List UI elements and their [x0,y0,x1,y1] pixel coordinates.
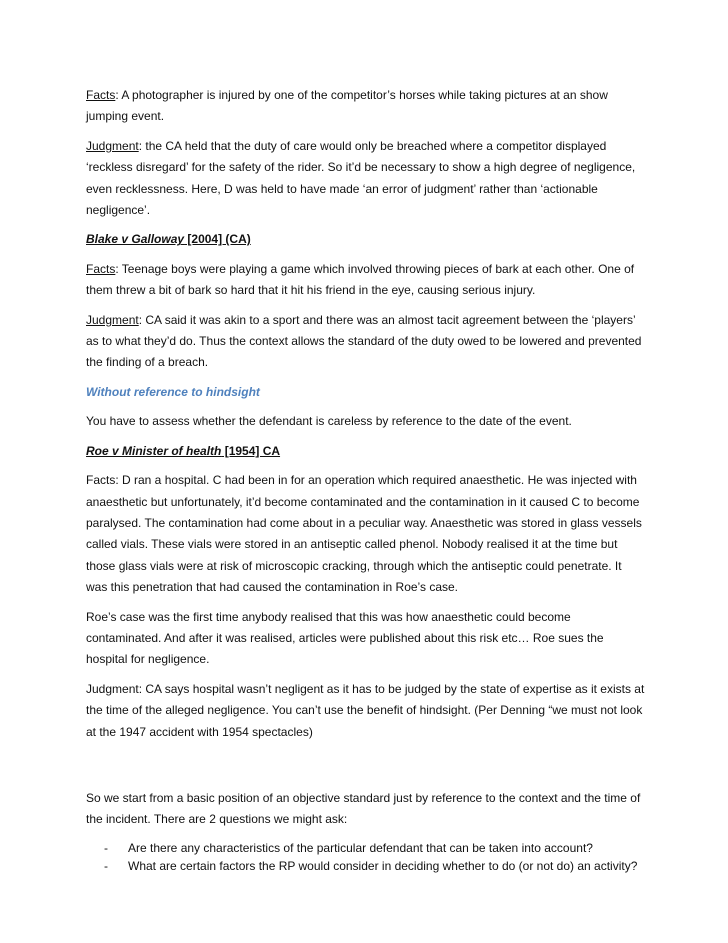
hindsight-paragraph: You have to assess whether the defendant is careless by reference to the date of the event. [86,414,572,429]
questions-list [86,839,646,875]
document-page [86,85,646,875]
list-item [86,839,646,857]
judgment-photographer-paragraph [86,136,646,222]
judgment-label: Judgment [86,138,139,153]
roe-realised-paragraph: Roe’s case was the first time anybody realised that this was how anaesthetic could become contaminated. And after it was realised, articles were published about this risk etc… Roe sues the hospital for negligence. [86,609,604,667]
question-text: Are there any characteristics of the particular defendant that can be taken into account? [128,840,593,855]
facts-blake-paragraph [86,259,646,302]
list-item [86,857,646,875]
judgment-roe-paragraph: Judgment: CA says hospital wasn’t negligent as it has to be judged by the state of expertise as it exists at the time of the alleged negligence. You can’t use the benefit of hindsight. (Per Denning “we must not look at the 1947 accident with 1954 spectacles) [86,681,645,739]
blake-case-name: Blake v Galloway [86,232,185,247]
facts-blake-text: : Teenage boys were playing a game which involved throwing pieces of bark at each other. One of them threw a bit of bark so hard that it hit his friend in the eye, causing serious injury. [86,261,635,298]
question-text: What are certain factors the RP would consider in deciding whether to do (or not do) an activity? [128,858,638,873]
facts-label: Facts [86,261,116,276]
blake-case-heading [86,229,646,250]
facts-photographer-text: : A photographer is injured by one of the competitor’s horses while taking pictures at an show jumping event. [86,88,608,124]
facts-roe-paragraph: Facts: D ran a hospital. C had been in for an operation which required anaesthetic. He was injected with anaesthetic but unfortunately, it’d become contaminated and the contamination in it caused C to become paralysed. The contamination had come about in a peculiar way. Anaesthetic was stored in glass vessels called vials. These vials were stored in an antiseptic called phenol. Nobody realised it at the time but those glass vials were at risk of microscopic cracking, through which the antiseptic could penetrate. It was this penetration that had caused the contamination in Roe’s case. [86,473,642,595]
facts-label: Facts [86,88,116,102]
roe-case-name: Roe v Minister of health [86,443,222,458]
roe-case-citation: [1954] CA [221,443,281,458]
judgment-blake-paragraph [86,310,646,374]
judgment-label: Judgment [86,312,139,327]
roe-case-heading [86,441,646,462]
blake-case-citation: [2004] (CA) [184,232,251,247]
hindsight-heading: Without reference to hindsight [86,384,260,399]
summary-paragraph: So we start from a basic position of an objective standard just by reference to the context and the time of the incident. There are 2 questions we might ask: [86,790,641,827]
dash-bullet: - [104,840,108,855]
judgment-photographer-text: : the CA held that the duty of care would only be breached where a competitor displayed ‘reckless disregard’ for the safety of the rider. So it’d be necessary to show a high degree of negligence, even recklessness. Here, D was held to have made ‘an error of judgment’ rather than ‘actionable negligence’. [86,138,636,218]
facts-photographer-paragraph [86,85,646,128]
dash-bullet: - [104,858,108,873]
judgment-blake-text: : CA said it was akin to a sport and there was an almost tacit agreement between the ‘players’ as to what they’d do. Thus the context allows the standard of the duty owed to be lowered and prevented the finding of a breach. [86,312,642,370]
